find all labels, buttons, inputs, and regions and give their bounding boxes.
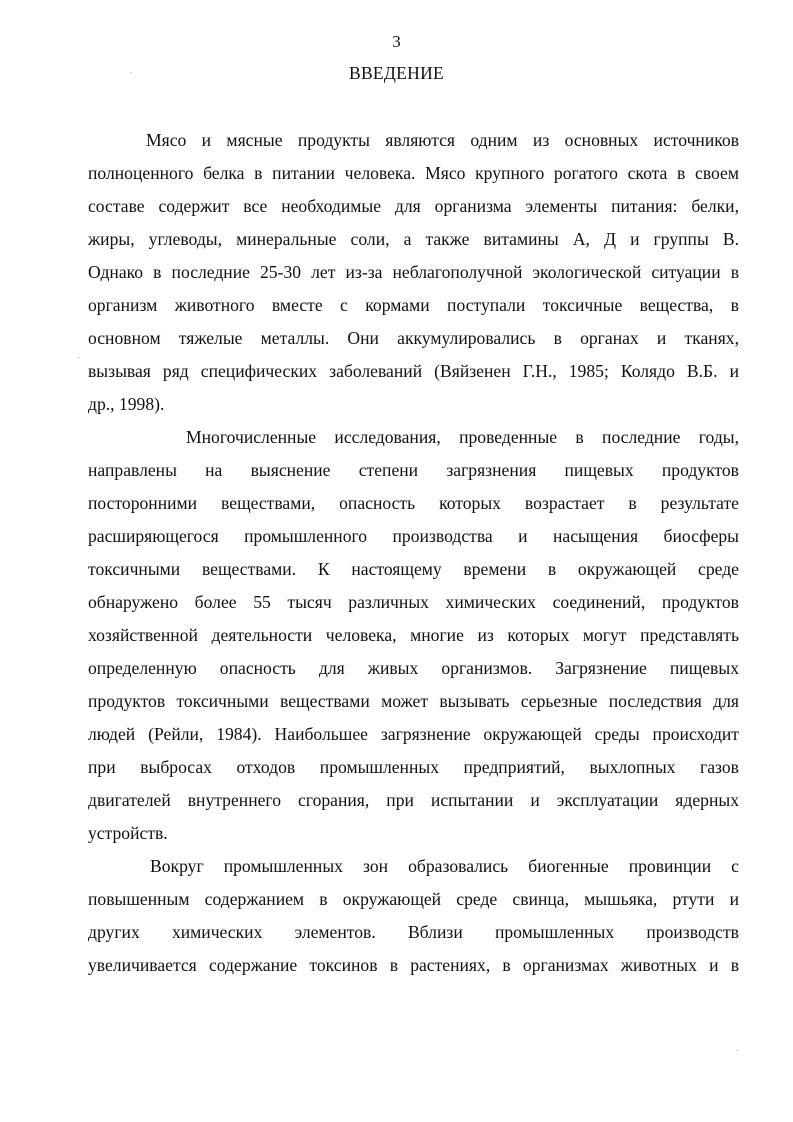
text-line: при выбросах отходов промышленных предприятий, выхлопных газов bbox=[88, 757, 739, 777]
paragraph-1 bbox=[88, 124, 739, 421]
text-line: основном тяжелые металлы. Они аккумулировались в органах и тканях, bbox=[88, 328, 739, 348]
body-text bbox=[88, 124, 739, 982]
text-line: определенную опасность для живых организмов. Загрязнение пищевых bbox=[88, 658, 739, 678]
text-line: обнаружено более 55 тысяч различных химических соединений, продуктов bbox=[88, 592, 739, 612]
text-line: людей (Рейли, 1984). Наибольшее загрязнение окружающей среды происходит bbox=[88, 724, 739, 744]
text-line: вызывая ряд специфических заболеваний (Вяйзенен Г.Н., 1985; Колядо В.Б. и bbox=[88, 361, 739, 381]
section-title: ВВЕДЕНИЕ bbox=[348, 63, 445, 83]
text-line: хозяйственной деятельности человека, многие из которых могут представлять bbox=[88, 625, 739, 645]
text-line: продуктов токсичными веществами может вызывать серьезные последствия для bbox=[88, 691, 739, 711]
text-line: Однако в последние 25-30 лет из-за неблагополучной экологической ситуации в bbox=[88, 262, 739, 282]
text-line: увеличивается содержание токсинов в растениях, в организмах животных и в bbox=[88, 955, 739, 975]
text-line: составе содержит все необходимые для организма элементы питания: белки, bbox=[88, 196, 739, 216]
scan-speck bbox=[736, 1050, 738, 1051]
text-line: повышенным содержанием в окружающей среде свинца, мышьяка, ртути и bbox=[88, 889, 739, 909]
text-line: жиры, углеводы, минеральные соли, а также витамины А, Д и группы В. bbox=[88, 229, 739, 249]
text-line: Мясо и мясные продукты являются одним из основных источников bbox=[146, 130, 739, 150]
text-line: Вокруг промышленных зон образовались биогенные провинции с bbox=[150, 856, 739, 876]
scan-speck bbox=[130, 72, 132, 73]
text-line: направлены на выяснение степени загрязнения пищевых продуктов bbox=[88, 460, 739, 480]
text-line: Многочисленные исследования, проведенные в последние годы, bbox=[186, 427, 739, 447]
text-line: устройств. bbox=[88, 823, 168, 843]
text-line: двигателей внутреннего сгорания, при испытании и эксплуатации ядерных bbox=[88, 790, 739, 810]
text-line: других химических элементов. Вблизи промышленных производств bbox=[88, 922, 739, 942]
scan-speck bbox=[78, 357, 80, 358]
text-line: др., 1998). bbox=[88, 394, 165, 414]
page-number: 3 bbox=[392, 32, 401, 51]
paragraph-3 bbox=[88, 850, 739, 982]
paragraph-2 bbox=[88, 421, 739, 850]
text-line: токсичными веществами. К настоящему времени в окружающей среде bbox=[88, 559, 739, 579]
text-line: расширяющегося промышленного производства и насыщения биосферы bbox=[88, 526, 739, 546]
text-line: организм животного вместе с кормами поступали токсичные вещества, в bbox=[88, 295, 739, 315]
text-line: полноценного белка в питании человека. Мясо крупного рогатого скота в своем bbox=[88, 163, 739, 183]
text-line: посторонними веществами, опасность которых возрастает в результате bbox=[88, 493, 739, 513]
